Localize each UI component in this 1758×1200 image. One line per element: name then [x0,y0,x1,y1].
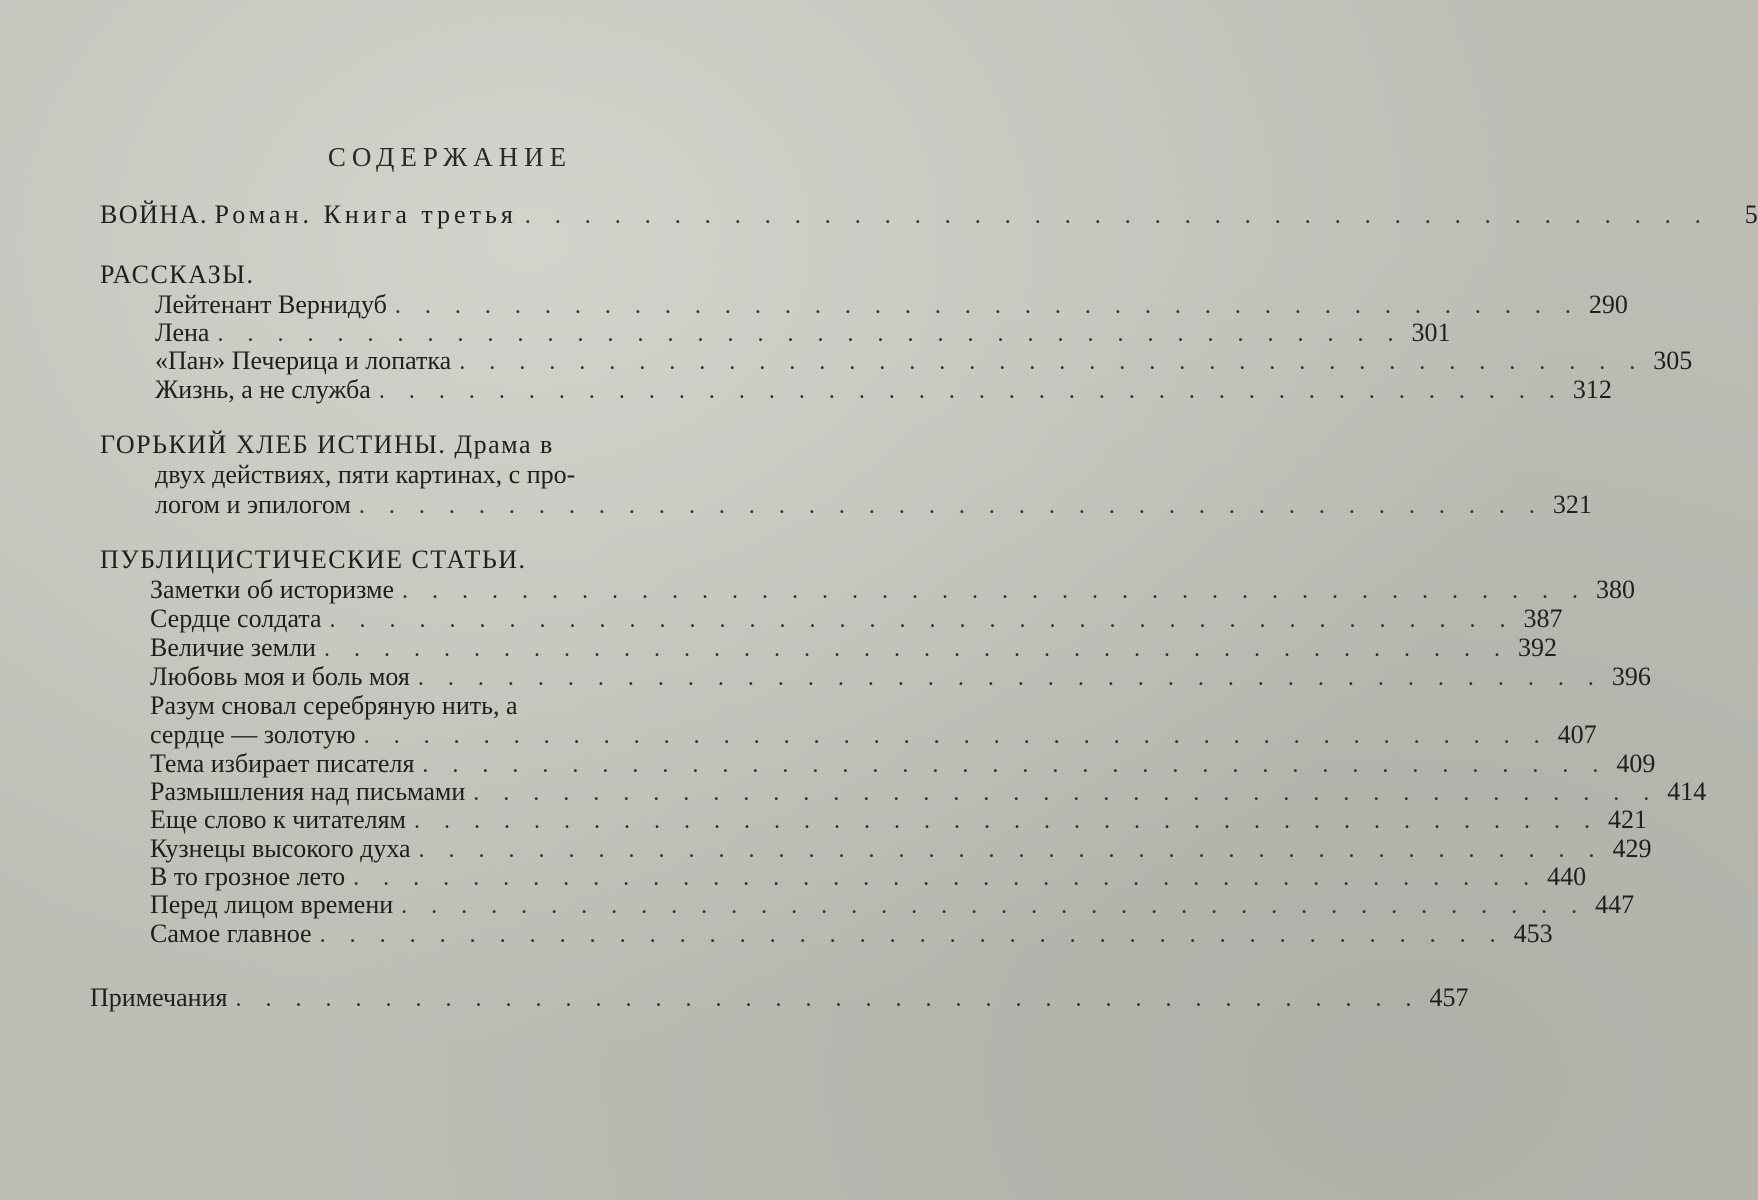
leader-dots: . . . . . . . . . . . . . . . . . . . . . . . . . . . . . . . . . . . . . . . . [329,607,1515,633]
page-number: 457 [1429,983,1469,1012]
toc-entry [155,318,1451,349]
leader-dots: . . . . . . . . . . . . . . . . . . . . . . . . . . . . . . . . . . . . . . . . [401,578,1587,604]
entry-title: Еще слово к читателям [150,805,407,834]
page-number: 440 [1547,862,1587,891]
toc-entry [150,749,1656,780]
entry-title: Сердце солдата [150,604,322,633]
entry-title: сердце — золотую [150,720,356,749]
toc-entry [155,346,1693,377]
leader-dots: . . . . . . . . . . . . . . . . . . . . . . . . . . . . . . . . . . . . . . . . [353,865,1539,891]
leader-dots: . . . . . . . . . . . . . . . . . . . . . . . . . . . . . . . . . . . . . . . . [358,493,1544,519]
entry-title: Заметки об историзме [150,575,394,604]
entry-title: Перед лицом времени [150,890,394,919]
toc-entry [150,777,1707,808]
toc-entry [150,919,1553,950]
leader-dots: . . . . . . . . . . . . . . . . . . . . . . . . . . . . . . . . . . . . . . . . [363,723,1549,749]
leader-dots: . . . . . . . . . . . . . . . . . . . . . . . . . . . . . . . . . . . . . . . . [414,808,1600,834]
page-number: 387 [1523,604,1563,633]
entry-title: Величие земли [150,633,316,662]
entry-title: «Пан» Печерица и лопатка [155,346,452,375]
entry-title: Жизнь, а не служба [155,375,371,404]
entry-title: Лена [155,318,210,347]
entry-title: логом и эпилогом [155,490,351,519]
leader-dots: . . . . . . . . . . . . . . . . . . . . . . . . . . . . . . . . . . . . . . . . [417,665,1603,691]
page-number: 380 [1595,575,1635,604]
page-number: 447 [1595,890,1635,919]
toc-entry [150,890,1635,921]
leader-dots: . . . . . . . . . . . . . . . . . . . . . . . . . . . . . . . . . . . . . . . . [401,893,1587,919]
page-number: 453 [1513,919,1553,948]
toc-entry [150,834,1652,865]
toc-entry [150,604,1563,635]
page-number: 305 [1653,346,1693,375]
page-number: 392 [1517,633,1557,662]
entry-title: В то грозное лето [150,862,346,891]
entry-title: Самое главное [150,919,312,948]
toc-entry-wrapped-line: Разум сновал серебряную нить, а [150,691,518,720]
toc-entry [155,290,1628,321]
leader-dots: . . . . . . . . . . . . . . . . . . . . . . . . . . . . . . . . . . . . . . . . [418,837,1604,863]
leader-dots: . . . . . . . . . . . . . . . . . . . . . . . . . . . . . . . . . . . . . . . . [378,378,1564,404]
entry-title: Размышления над письмами [150,777,466,806]
page-title: СОДЕРЖАНИЕ [327,142,573,172]
toc-entry [150,633,1557,664]
leader-dots: . . . . . . . . . . . . . . . . . . . . . . . . . . . . . . . . . . . . . . . . [524,203,1710,229]
entry-title: ВОЙНА. [100,200,208,229]
page-number: 409 [1616,749,1656,778]
toc-entry [150,575,1635,606]
page-number: 312 [1572,375,1612,404]
toc-entry-war [100,200,1758,231]
entry-title: Лейтенант Вернидуб [155,290,387,319]
leader-dots: . . . . . . . . . . . . . . . . . . . . . . . . . . . . . . . . . . . . . . . . [473,780,1659,806]
page-number: 301 [1411,318,1451,347]
page-number: 321 [1552,490,1592,519]
page-number: 396 [1611,662,1651,691]
toc-entry [150,862,1587,893]
entry-title: Кузнецы высокого духа [150,834,411,863]
leader-dots: . . . . . . . . . . . . . . . . . . . . . . . . . . . . . . . . . . . . . . . . [323,636,1509,662]
page-number: 421 [1608,805,1648,834]
leader-dots: . . . . . . . . . . . . . . . . . . . . . . . . . . . . . . . . . . . . . . . . [422,752,1608,778]
page-number: 414 [1667,777,1707,806]
leader-dots: . . . . . . . . . . . . . . . . . . . . . . . . . . . . . . . . . . . . . . . . [217,321,1403,347]
page-number: 290 [1588,290,1628,319]
section-heading-articles: ПУБЛИЦИСТИЧЕСКИЕ СТАТЬИ. [100,545,527,574]
toc-entry-notes [90,983,1469,1014]
toc-entry-drama-line2: двух действиях, пяти картинах, с про- [155,460,576,489]
toc-entry [150,720,1597,751]
page-number: 407 [1557,720,1597,749]
toc-entry [150,662,1651,693]
toc-entry [150,805,1648,836]
page-number: 5 [1744,200,1758,229]
toc-entry-drama [155,490,1592,521]
entry-subtitle: Роман. Книга третья [214,200,517,229]
page-number: 429 [1612,834,1652,863]
section-heading-stories: РАССКАЗЫ. [100,260,255,289]
leader-dots: . . . . . . . . . . . . . . . . . . . . . . . . . . . . . . . . . . . . . . . . [394,293,1580,319]
leader-dots: . . . . . . . . . . . . . . . . . . . . . . . . . . . . . . . . . . . . . . . . [319,922,1505,948]
entry-title: Любовь моя и боль моя [150,662,410,691]
leader-dots: . . . . . . . . . . . . . . . . . . . . . . . . . . . . . . . . . . . . . . . . [459,349,1645,375]
entry-title: Примечания [90,983,228,1012]
toc-entry [155,375,1612,406]
leader-dots: . . . . . . . . . . . . . . . . . . . . . . . . . . . . . . . . . . . . . . . . [235,986,1421,1012]
toc-entry-drama-line1: ГОРЬКИЙ ХЛЕБ ИСТИНЫ. Драма в [100,430,554,459]
entry-title: Тема избирает писателя [150,749,415,778]
